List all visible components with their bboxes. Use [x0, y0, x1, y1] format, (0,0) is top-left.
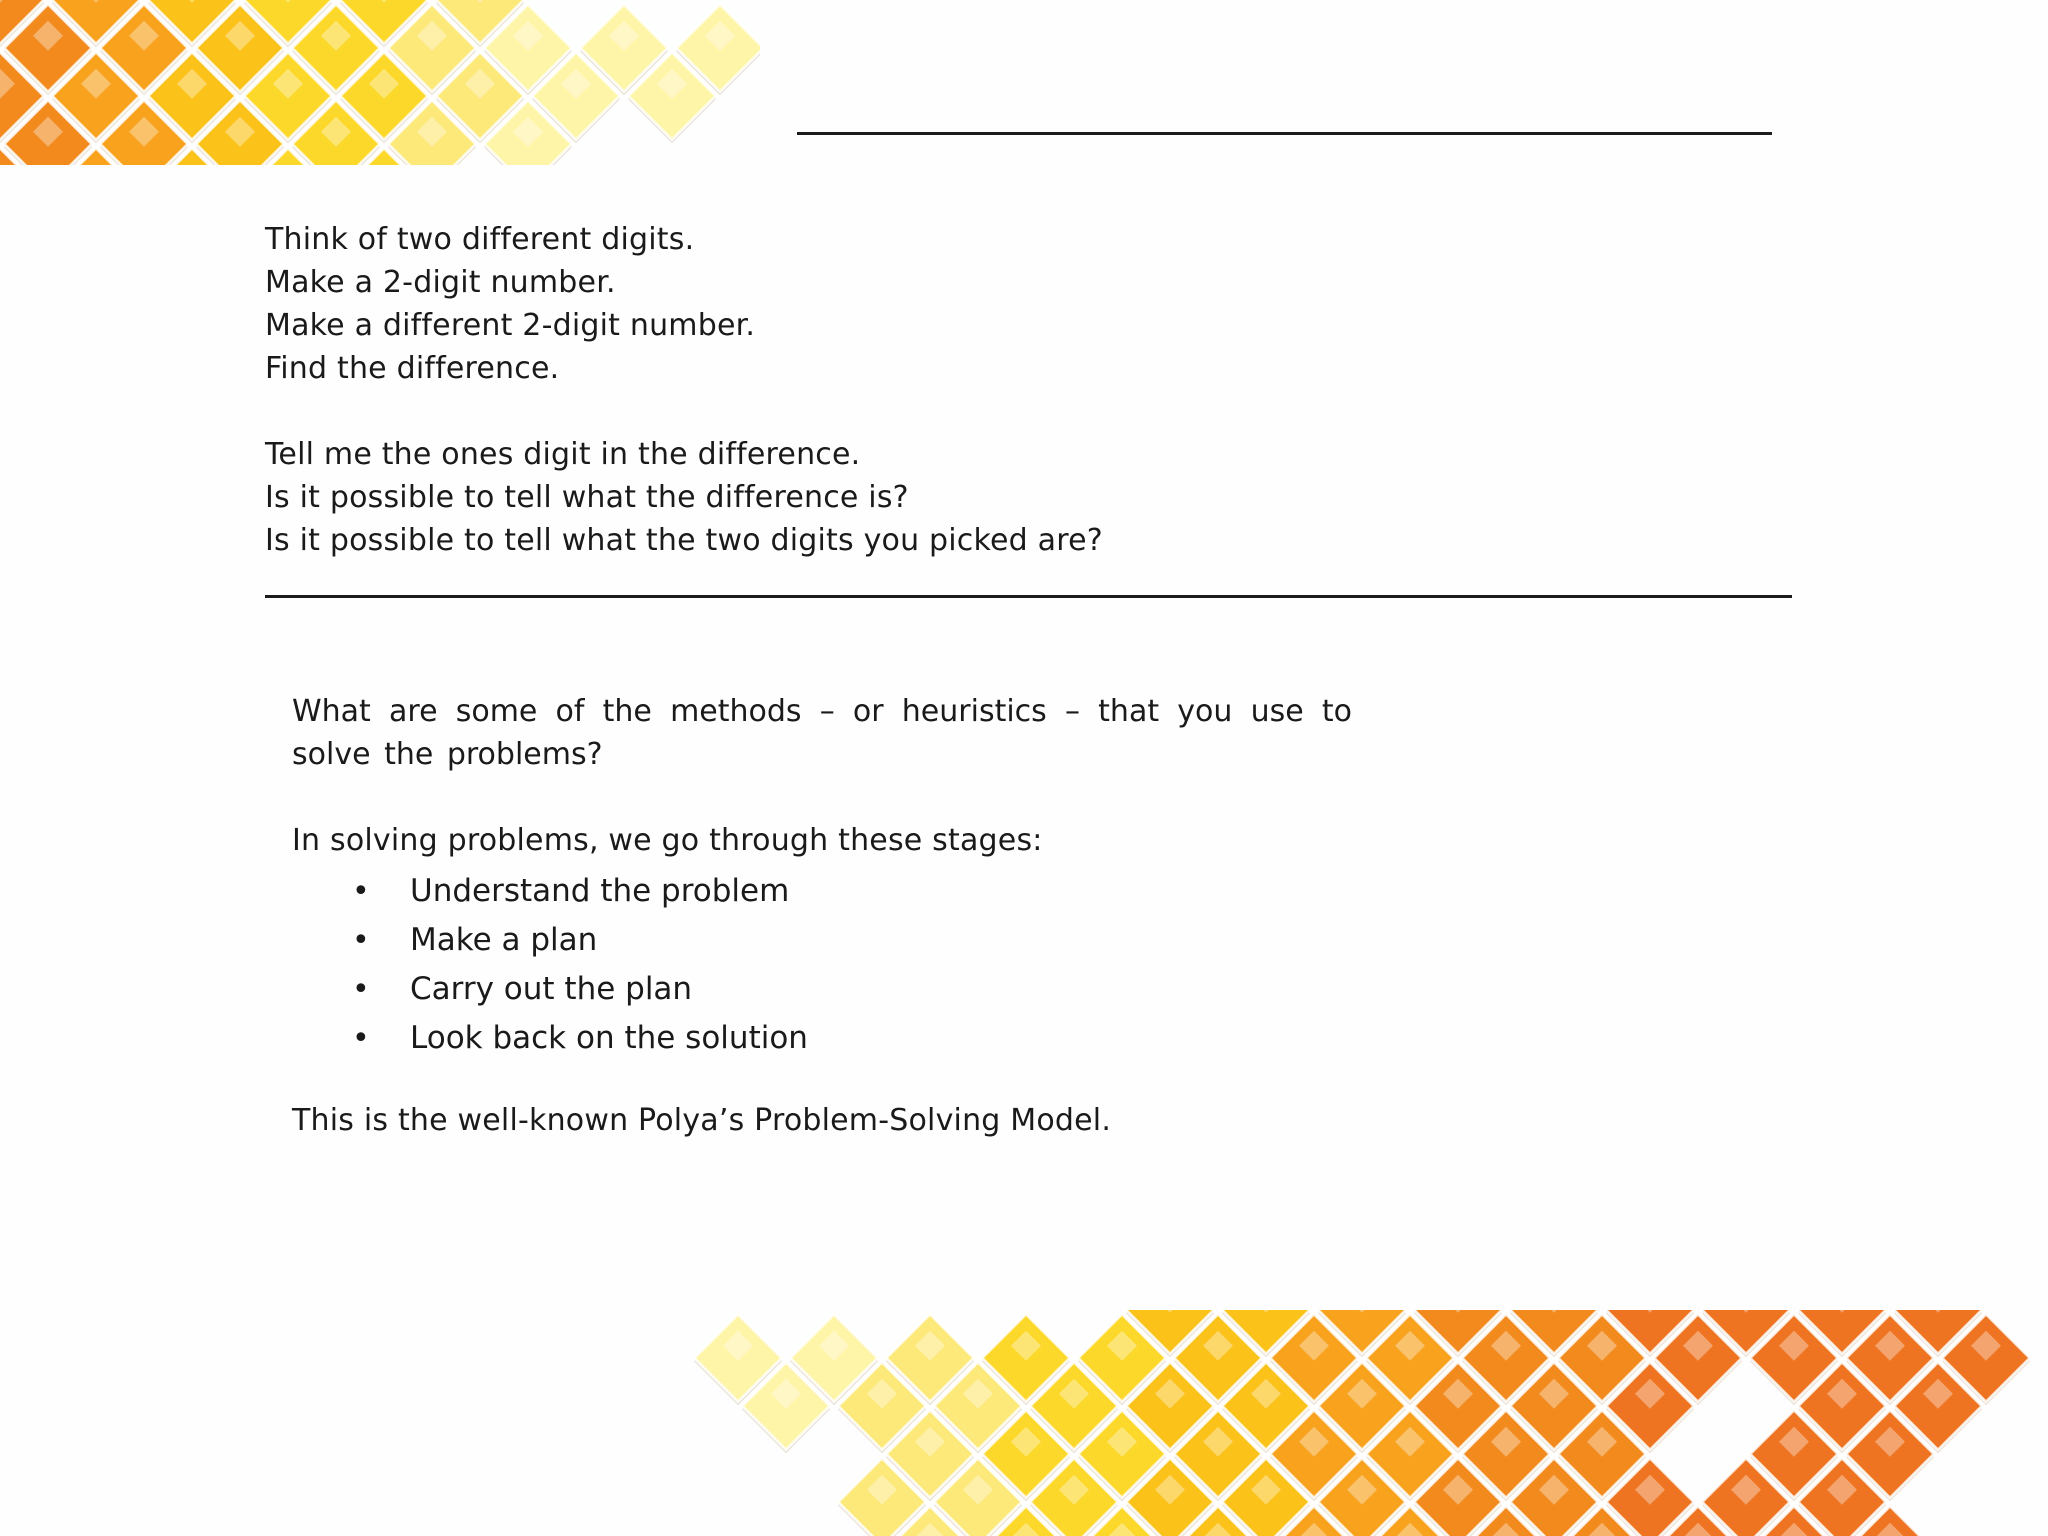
tile-mosaic-top-graphic: [0, 0, 760, 165]
puzzle-line: Make a different 2-digit number.: [265, 308, 756, 343]
stage-label: Make a plan: [410, 922, 598, 958]
puzzle-question: Is it possible to tell what the two digits you picked are?: [265, 523, 1103, 558]
list-item: [292, 867, 1352, 916]
puzzle-block: [265, 218, 1103, 562]
bullet-icon: •: [352, 923, 370, 958]
puzzle-line: Find the difference.: [265, 351, 560, 386]
tile-mosaic-top: [0, 0, 760, 165]
puzzle-question: Tell me the ones digit in the difference.: [265, 437, 861, 472]
stage-label: Look back on the solution: [410, 1020, 808, 1056]
heuristics-section: [292, 690, 1352, 1142]
bullet-icon: •: [352, 972, 370, 1007]
puzzle-line: Think of two different digits.: [265, 222, 695, 257]
stages-list: [292, 867, 1352, 1063]
puzzle-line: Make a 2-digit number.: [265, 265, 616, 300]
tile-mosaic-bottom: [690, 1310, 2048, 1536]
list-item: [292, 916, 1352, 965]
stage-label: Understand the problem: [410, 873, 790, 909]
puzzle-question: Is it possible to tell what the difference is?: [265, 480, 909, 515]
section-divider: [265, 595, 1792, 598]
conclusion-text: This is the well-known Polya’s Problem-Solving Model.: [292, 1103, 1112, 1138]
stages-intro: In solving problems, we go through these stages:: [292, 823, 1043, 858]
list-item: [292, 965, 1352, 1014]
stage-label: Carry out the plan: [410, 971, 693, 1007]
tile-mosaic-bottom-graphic: [690, 1310, 2048, 1536]
bullet-icon: •: [352, 874, 370, 909]
list-item: [292, 1014, 1352, 1063]
heuristics-question: What are some of the methods – or heuristics – that you use to solve the problems?: [292, 694, 1352, 772]
bullet-icon: •: [352, 1021, 370, 1056]
title-underline: [797, 132, 1772, 135]
